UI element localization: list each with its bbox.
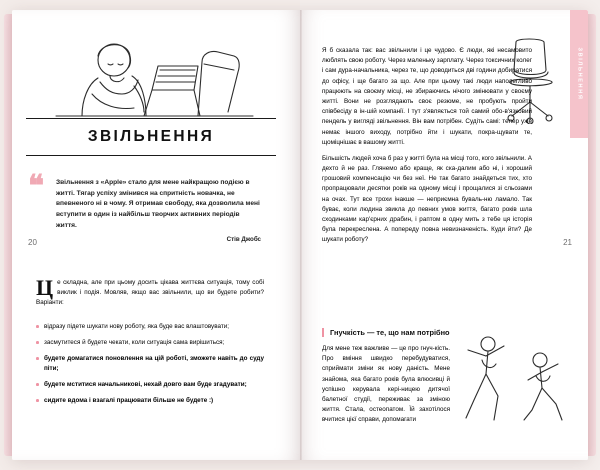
list-item: [36, 396, 264, 406]
book-gutter: [300, 10, 302, 460]
intro-paragraph-text: е складна, але при цьому досить цікава життєва ситуація, тому собі виклик і подія. Мовляв, якщо вас звільнили, що ви будете робити? Варіанти:: [36, 279, 264, 307]
page-title: ЗВІЛЬНЕННЯ: [87, 128, 215, 145]
paragraph: Більшість людей хоча б раз у житті була на місці того, кого звільнили. А дехто й не раз. Глянемо або краще, як ска-далим або ні, і хороший грошовий компенсацію чи без неї. Не так багато знайдеться тих, хто пропрацювали десятки років на одному місці і прощалися зі сльозами на очах. Тут все трохи інакше — неприємна буваль-ню ламало. Так буває, коли людина звикла до певних умов життя, багато років шла сходинками кар'єрних драбин, і раптом в одну мить з тебе ця історія була перекреслена. А попереду повна невизначеність. Куди йти? Де шукати роботу?: [322, 154, 532, 244]
dancing-figures-illustration: [458, 330, 570, 426]
chapter-title-box: [26, 118, 276, 156]
open-book: [12, 10, 588, 460]
intro-paragraph: [36, 275, 264, 309]
list-item-text: будете мститися начальникові, нехай довго вам буде згадувати;: [44, 381, 247, 389]
page-number-left: 20: [28, 238, 37, 247]
list-item: [36, 354, 264, 374]
list-item: [36, 338, 264, 348]
right-body-text-secondary: [322, 344, 450, 432]
page-edge-right: [588, 14, 596, 456]
page-number-right: 21: [563, 238, 572, 247]
section-subheading: Гнучкість — те, що нам потрібно: [322, 328, 548, 337]
page-edge-left: [4, 14, 12, 456]
quote-mark-icon: ❝: [28, 170, 45, 203]
dropcap: Ц: [36, 275, 54, 300]
chapter-side-tab-label: ЗВІЛЬНЕННЯ: [576, 47, 583, 101]
list-item-text: засмутитеся й будете чекати, коли ситуація сама вирішиться;: [44, 339, 225, 347]
list-item-text: відразу підете шукати нову роботу, яка буде вас влаштовувати;: [44, 323, 229, 330]
left-page: [12, 10, 300, 460]
paragraph: Для мене теж важливе — це про гнуч-кість. Про вміння швидко перебудуватися, сприймати зміни як нову даність. Мене знайома, яка багато років була влюсивці й успішно керувала кері-ницею дитячої балетної студії, переживає за зміною життя. Стала, остеопатом. Їй захотілося вчитися цієї справи, допомагати: [322, 345, 450, 424]
options-list: [36, 322, 264, 412]
paragraph: Я б сказала так: вас звільнили і це чудово. Є люди, які несамовито люблять свою роботу. Через маленьку зарплату. Через токсичних колег і сам дура-начальника, через те, що доводиться дві години добиратися до офісу, і ще багато за що. Але при цьому такі люди наполегливо працюють на своєму місці, не збираючись нічого змінювати у своєму житті. Вони не розглядають своє резюме, не пробують пройти співбесіду в ін-шій компанії. І тут з'являється той самий обо-в'язковий пендель у вигляді звільнення. Він вам потрібен. Судіть самі: тепер уже немає іншого виходу, потрібно йти і шукати, покра-щувати те, щоміцнішає в вашому житті.: [322, 47, 532, 146]
quote-author: Стів Джобс: [226, 236, 261, 244]
list-item-text: будете домагатися поновлення на цій роботі, зможете навіть до суду піти;: [44, 355, 264, 373]
list-item: [36, 322, 264, 332]
right-page: [300, 10, 588, 460]
person-at-laptop-illustration: [48, 20, 263, 130]
right-body-text: [322, 46, 532, 252]
chapter-side-tab: [570, 10, 588, 138]
quote-text: Звільнення з «Apple» стало для мене найкращою подією в житті. Тягар успіху змінився на спритність новачка, не впевненого ні в чому. Я отримав свободу, яка дозволила мені вступити в один із найбільш творчих активних періодів життя.: [56, 179, 260, 229]
list-item: [36, 380, 264, 390]
list-item-text: сидите вдома і взагалі працювати більше не будете :): [44, 397, 214, 405]
